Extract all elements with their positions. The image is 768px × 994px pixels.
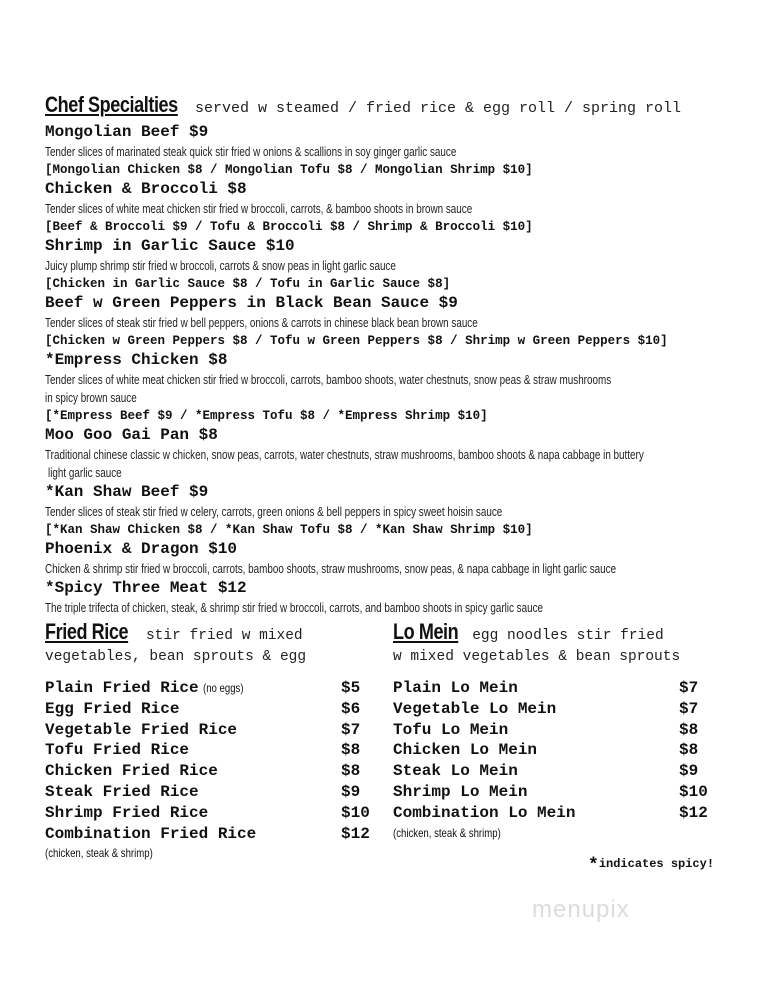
dish-description-cont: in spicy brown sauce [45,390,137,405]
item-name: Vegetable Lo Mein [393,699,557,718]
fried-rice-subtitle: stir fried w mixed [145,628,303,644]
menu-item [45,740,375,761]
dish-description: Tender slices of steak stir fried w celery, carrots, green onions & bell peppers in spicy sweet hoisin sauce [45,504,503,519]
dish-variations: [*Kan Shaw Chicken $8 / *Kan Shaw Tofu $8 / *Kan Shaw Shrimp $10] [45,523,533,537]
item-price: $8 [341,762,361,781]
menu-item [45,803,375,824]
dish-name: *Spicy Three Meat $12 [45,579,247,597]
dish-shrimp-garlic-sauce [45,236,745,293]
menu-item [393,761,713,782]
item-price: $9 [341,782,361,801]
spicy-star-icon: * [588,856,599,876]
fried-rice-section [45,619,375,862]
dish-mongolian-beef [45,122,745,179]
dish-chicken-broccoli [45,179,745,236]
dish-phoenix-dragon [45,539,745,578]
item-name: Plain Fried Rice [45,679,199,697]
item-name: Steak Lo Mein [393,762,518,781]
dish-name: Moo Goo Gai Pan $8 [45,426,218,444]
item-name: Plain Lo Mein [393,679,518,697]
dish-beef-green-peppers [45,293,745,350]
dish-name: Beef w Green Peppers in Black Bean Sauce $9 [45,294,458,312]
chef-specialties-header [45,92,745,122]
item-name: Combination Lo Mein [393,803,576,822]
item-price: $12 [341,824,370,843]
item-name: Tofu Lo Mein [393,720,509,739]
dish-name: *Kan Shaw Beef $9 [45,483,209,501]
menu-item [393,803,713,824]
dish-description-cont: light garlic sauce [48,465,122,480]
item-price: $8 [341,741,361,760]
item-price: $10 [679,782,708,801]
item-name: Shrimp Lo Mein [393,782,528,801]
dish-description: Chicken & shrimp stir fried w broccoli, carrots, bamboo shoots, straw mushrooms, snow peas, & napa cabbage in light garlic sauce [45,561,617,576]
menu-item [393,740,713,761]
item-name: Shrimp Fried Rice [45,803,209,822]
dish-kan-shaw-beef [45,482,745,539]
lo-mein-header [393,619,713,678]
menu-item [45,761,375,782]
dish-description: Tender slices of steak stir fried w bell peppers, onions & carrots in chinese black bean brown sauce [45,315,478,330]
spicy-legend [588,856,714,876]
chef-specialties-title: Chef Specialties [45,92,178,117]
fried-rice-subtitle-cont: vegetables, bean sprouts & egg [45,649,307,665]
item-price: $7 [679,699,699,718]
dish-spicy-three-meat [45,578,745,617]
item-name: Combination Fried Rice [45,824,257,843]
menupix-watermark: menupix [532,896,630,923]
item-price: $6 [341,699,361,718]
menu-item [45,678,375,699]
dish-description: Tender slices of marinated steak quick stir fried w onions & scallions in soy ginger garlic sauce [45,144,457,159]
dish-name: *Empress Chicken $8 [45,351,228,369]
dish-name: Shrimp in Garlic Sauce $10 [45,237,295,255]
dish-empress-chicken [45,350,745,425]
menu-item [45,824,375,845]
lo-mein-title: Lo Mein [393,619,459,644]
item-price: $5 [341,679,361,697]
menu-item [45,782,375,803]
dish-name: Mongolian Beef $9 [45,123,209,141]
dish-description: Tender slices of white meat chicken stir fried w broccoli, carrots, & bamboo shoots in brown sauce [45,201,473,216]
spicy-legend-text: indicates spicy! [598,857,715,871]
menu-item [393,782,713,803]
dish-variations: [Beef & Broccoli $9 / Tofu & Broccoli $8 / Shrimp & Broccoli $10] [45,220,533,234]
item-price: $7 [679,679,699,697]
item-price: $7 [341,720,361,739]
dish-description: Tender slices of white meat chicken stir fried w broccoli, carrots, bamboo shoots, water chestnuts, snow peas & straw mushrooms [45,372,612,387]
dish-name: Chicken & Broccoli $8 [45,180,247,198]
fried-rice-header [45,619,375,678]
item-note: (no eggs) [202,681,244,695]
dish-description: The triple trifecta of chicken, steak, & shrimp stir fried w broccoli, carrots, and bamboo shoots in spicy garlic sauce [45,600,544,615]
dish-moo-goo-gai-pan [45,425,745,482]
lo-mein-section [393,619,713,842]
lo-mein-subtitle-cont: w mixed vegetables & bean sprouts [393,649,681,665]
item-name: Vegetable Fried Rice [45,720,238,739]
dish-description: Juicy plump shrimp stir fried w broccoli, carrots & snow peas in light garlic sauce [45,258,396,273]
lo-mein-subtitle: egg noodles stir fried [472,628,664,644]
item-name: Tofu Fried Rice [45,741,190,760]
item-name: Steak Fried Rice [45,782,199,801]
fried-rice-footnote: (chicken, steak & shrimp) [45,846,153,861]
dish-description: Traditional chinese classic w chicken, snow peas, carrots, water chestnuts, straw mushrooms, bamboo shoots & napa cabbage in buttery [45,447,644,462]
fried-rice-title: Fried Rice [45,619,129,644]
dish-variations: [Chicken in Garlic Sauce $8 / Tofu in Garlic Sauce $8] [45,277,451,291]
item-name: Chicken Lo Mein [393,741,538,760]
item-price: $8 [679,741,699,760]
dish-variations: [*Empress Beef $9 / *Empress Tofu $8 / *Empress Shrimp $10] [45,409,488,423]
menu-item [393,678,713,699]
menu-item [393,699,713,720]
menu-item [45,720,375,741]
item-price: $9 [679,762,699,781]
item-name: Egg Fried Rice [45,699,180,718]
item-price: $12 [679,803,708,822]
chef-specialties-section [45,92,745,617]
dish-variations: [Chicken w Green Peppers $8 / Tofu w Green Peppers $8 / Shrimp w Green Peppers $10] [45,334,668,348]
dish-variations: [Mongolian Chicken $8 / Mongolian Tofu $8 / Mongolian Shrimp $10] [45,163,533,177]
item-price: $10 [341,803,370,822]
chef-specialties-subtitle: served w steamed / fried rice & egg roll / spring roll [194,100,682,117]
menu-item [393,720,713,741]
menu-item [45,699,375,720]
dish-name: Phoenix & Dragon $10 [45,540,238,558]
item-price: $8 [679,720,699,739]
lo-mein-footnote: (chicken, steak & shrimp) [393,825,501,840]
item-name: Chicken Fried Rice [45,762,218,781]
